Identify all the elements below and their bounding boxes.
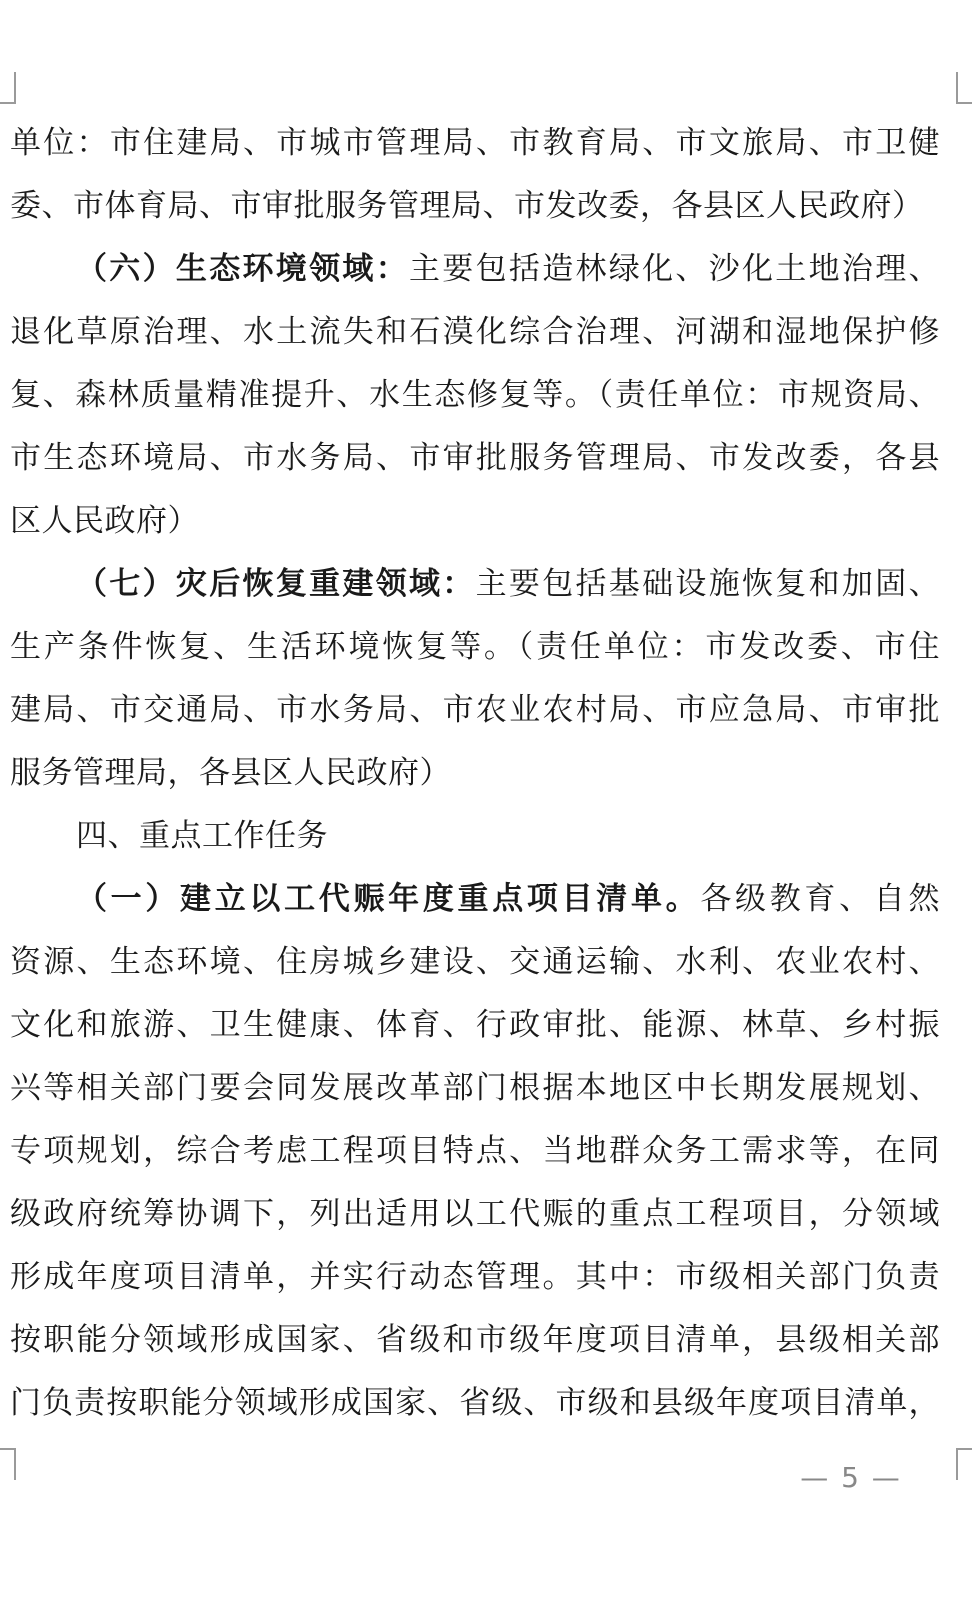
crop-mark-top-left (0, 72, 16, 104)
paragraph-text-line: 委、市体育局、市审批服务管理局、市发改委，各县区人民政府） (10, 188, 924, 224)
paragraph-text-line: 生产条件恢复、生活环境恢复等。（责任单位：市发改委、市住 (10, 629, 940, 665)
paragraph-text: 各级教育、自然 (700, 881, 940, 917)
paragraph-text-line: 资源、生态环境、住房城乡建设、交通运输、水利、农业农村、 (10, 944, 940, 980)
paragraph-text-line: 区人民政府） (10, 503, 199, 539)
paragraph-text-line: 级政府统筹协调下，列出适用以工代赈的重点工程项目，分领域 (10, 1196, 940, 1232)
page-number: — 5 — (800, 1461, 902, 1494)
paragraph-text-line: 退化草原治理、水土流失和石漠化综合治理、河湖和湿地保护修 (10, 314, 940, 350)
document-body (10, 112, 940, 1435)
section-heading-ecology: （六）生态环境领域： (76, 251, 409, 287)
section-six-first-line (10, 238, 940, 301)
paragraph-text-line: 专项规划，综合考虑工程项目特点、当地群众务工需求等，在同 (10, 1133, 940, 1169)
crop-mark-top-right (956, 72, 972, 104)
paragraph-text-line: 单位：市住建局、市城市管理局、市教育局、市文旅局、市卫健 (10, 125, 940, 161)
paragraph-text: 主要包括造林绿化、沙化土地治理、 (409, 251, 940, 287)
chapter-heading-key-tasks: 四、重点工作任务 (76, 818, 328, 854)
section-seven-first-line (10, 553, 940, 616)
paragraph-text-line: 兴等相关部门要会同发展改革部门根据本地区中长期发展规划、 (10, 1070, 940, 1106)
paragraph-text-line: 建局、市交通局、市水务局、市农业农村局、市应急局、市审批 (10, 692, 940, 728)
paragraph-text-line: 按职能分领域形成国家、省级和市级年度项目清单，县级相关部 (10, 1322, 940, 1358)
paragraph-text-line: 形成年度项目清单，并实行动态管理。其中：市级相关部门负责 (10, 1259, 940, 1295)
section-one-first-line (10, 868, 940, 931)
paragraph-text-line: 文化和旅游、卫生健康、体育、行政审批、能源、林草、乡村振 (10, 1007, 940, 1043)
paragraph-text-line: 服务管理局，各县区人民政府） (10, 755, 451, 791)
paragraph-text-line: 门负责按职能分领域形成国家、省级、市级和县级年度项目清单， (10, 1385, 940, 1421)
paragraph-text-line: 市生态环境局、市水务局、市审批服务管理局、市发改委，各县 (10, 440, 940, 476)
paragraph-text: 主要包括基础设施恢复和加固、 (475, 566, 941, 602)
section-heading-project-list: （一）建立以工代赈年度重点项目清单。 (76, 881, 701, 917)
crop-mark-bottom-left (0, 1448, 16, 1480)
crop-mark-bottom-right (956, 1448, 972, 1480)
section-heading-reconstruction: （七）灾后恢复重建领域： (76, 566, 476, 602)
paragraph-text-line: 复、森林质量精准提升、水生态修复等。（责任单位：市规资局、 (10, 377, 940, 413)
